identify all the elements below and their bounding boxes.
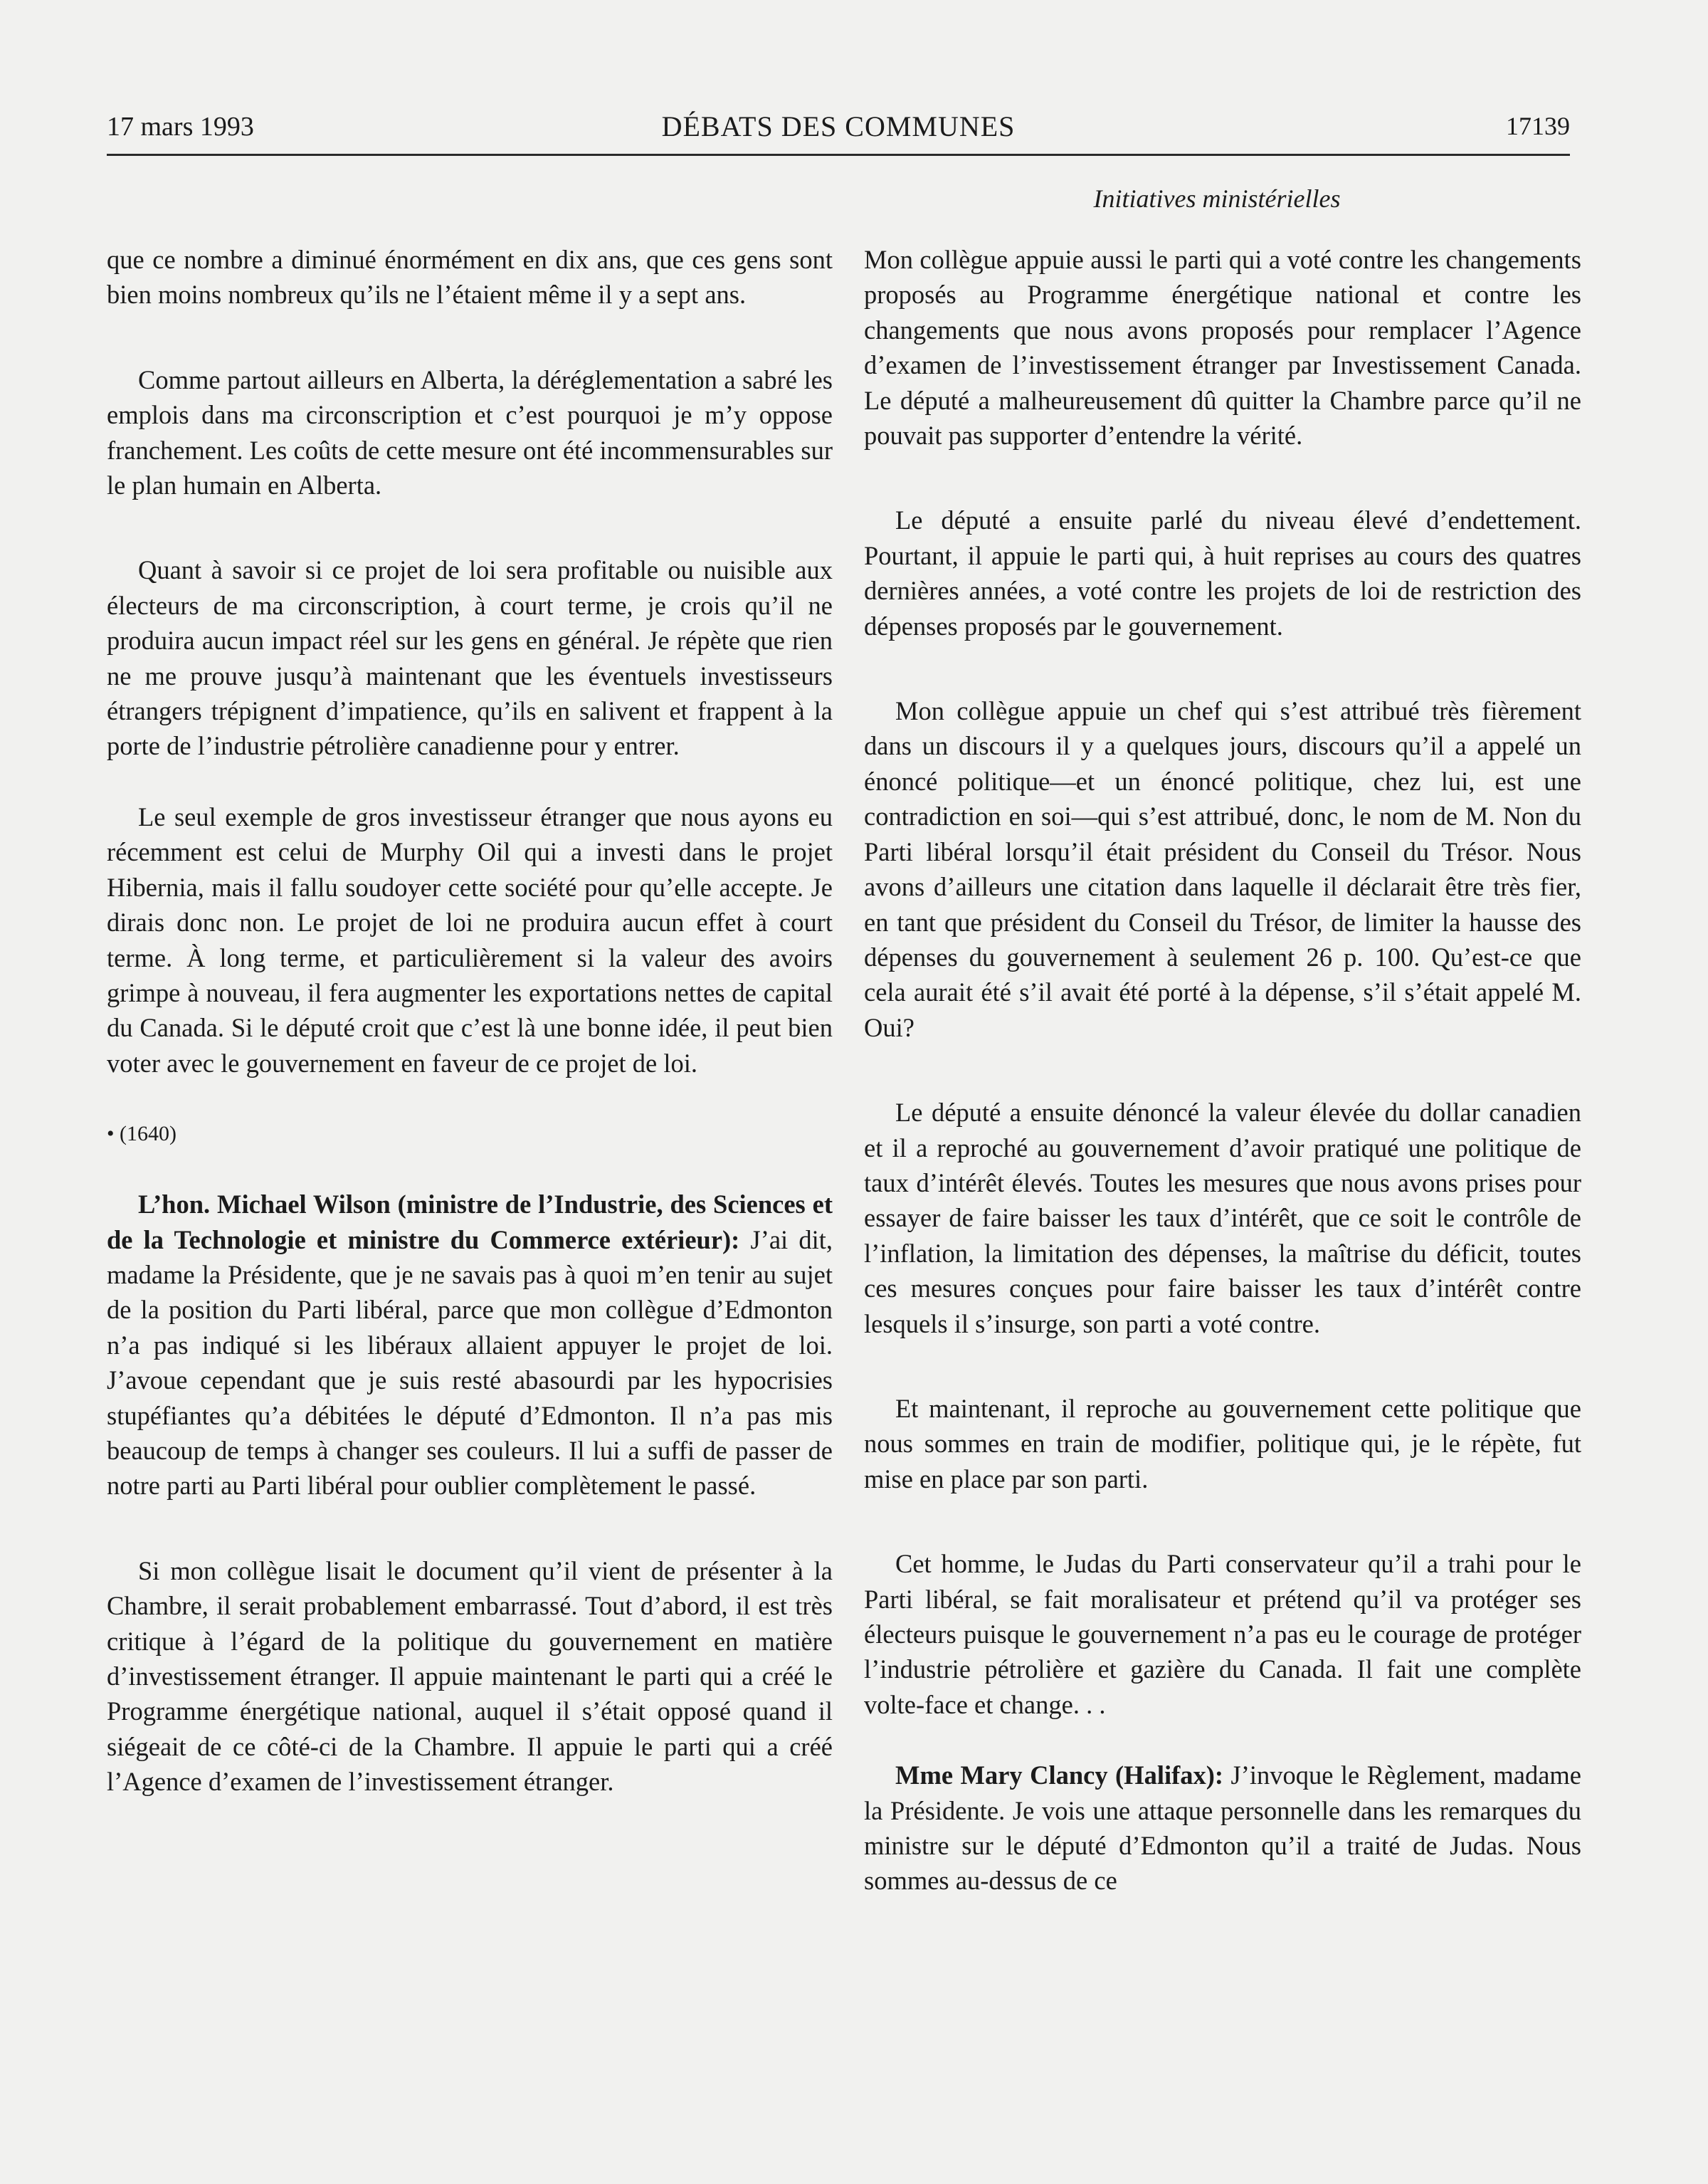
right-column (864, 242, 1581, 1899)
paragraph: Le député a ensuite parlé du niveau élevé d’endettement. Pourtant, il appuie le parti qui, à huit reprises au cours des quatres dernières années, a voté contre les projets de loi de restriction des dépenses proposés par le gouvernement. (864, 505, 1581, 641)
speech-text: J’invoque le Règlement, madame la Présidente. Je vois une attaque personnelle dans les remarques du ministre sur le député d’Edmonton qu’il a traité de Judas. Nous sommes au-dessus de ce (864, 1760, 1582, 1896)
paragraph: que ce nombre a diminué énormément en dix ans, que ces gens sont bien moins nombreux qu’ils ne l’étaient même il y a sept ans. (107, 245, 833, 310)
paragraph: Et maintenant, il reproche au gouvernement cette politique que nous sommes en train de modifier, politique qui, je le répète, fut mise en place par son parti. (864, 1393, 1581, 1493)
page-header (107, 111, 1570, 156)
speaker-name: L’hon. Michael Wilson (ministre de l’Industrie, des Sciences et de la Technologie et ministre du Commerce extérieur): (107, 1190, 833, 1254)
paragraph: Comme partout ailleurs en Alberta, la déréglementation a sabré les emplois dans ma circonscription et c’est pourquoi je m’y oppose franchement. Les coûts de cette mesure ont été incommensurables sur le plan humain en Alberta. (107, 364, 833, 500)
paragraph: Le député a ensuite dénoncé la valeur élevée du dollar canadien et il a reproché au gouvernement d’avoir pratiqué une politique de taux d’intérêt élevés. Toutes les mesures que nous avons prises pour essayer de faire baisser les taux d’intérêt, que ce soit le contrôle de l’inflation, la limitation des dépenses, la maîtrise du déficit, toutes ces mesures conçues pour faire baisser les taux d’intérêt contre lesquels il s’insurge, son parti a voté contre. (864, 1098, 1581, 1338)
paragraph-gap (107, 1081, 833, 1116)
paragraph: Cet homme, le Judas du Parti conservateur qu’il a trahi pour le Parti libéral, se fait moralisateur et prétend qu’il va protéger ses électeurs puisque le gouvernement n’a pas eu le courage de protéger l’industrie pétrolière et gazière du Canada. Il fait une complète volte-face et change. . . (864, 1549, 1581, 1719)
time-marker: • (1640) (107, 1122, 176, 1146)
speaker-name: Mme Mary Clancy (Halifax): (895, 1760, 1224, 1790)
paragraph: Le seul exemple de gros investisseur étranger que nous ayons eu récemment est celui de Murphy Oil qui a investi dans le projet Hibernia, mais il fallu soudoyer cette société pour qu’elle accepte. Je dirais donc non. Le projet de loi ne produira aucun effet à court terme. À long terme, et particulièrement si la valeur des avoirs grimpe à nouveau, il fera augmenter les exportations nettes de capital du Canada. Si le député croit que c’est là une bonne idée, il peut bien voter avec le gouvernement en faveur de ce projet de loi. (107, 802, 833, 1078)
page-number: 17139 (1506, 112, 1570, 140)
paragraph-gap (864, 1496, 1581, 1546)
paragraph: Mon collègue appuie aussi le parti qui a voté contre les changements proposés au Programme énergétique national et contre les changements que nous avons proposés pour remplacer l’Agence d’examen de l’investissement étranger par Investissement Canada. Le député a malheureusement dû quitter la Chambre parce qu’il ne pouvait pas supporter d’entendre la vérité. (864, 245, 1581, 451)
paragraph-gap (864, 1045, 1581, 1095)
paragraph-gap (864, 644, 1581, 693)
paragraph: Mon collègue appuie un chef qui s’est attribué très fièrement dans un discours il y a quelques jours, discours qu’il a appelé un énoncé politique—et un énoncé politique, chez lui, est une contradiction en soi—qui s’est attribué, donc, le nom de M. Non du Parti libéral lorsqu’il était président du Conseil du Trésor. Nous avons d’ailleurs une citation dans laquelle il déclarait être très fier, en tant que président du Conseil du Trésor, de limiter la hausse des dépenses du gouvernement à seulement 26 p. 100. Qu’est-ce que cela aurait été s’il avait été porté à la dépense, s’il s’était appelé M. Oui? (864, 696, 1581, 1042)
section-heading: Initiatives ministérielles (1093, 184, 1341, 213)
paragraph-gap (864, 453, 1581, 503)
paragraph-gap (864, 1341, 1581, 1391)
speech-paragraph (864, 1758, 1581, 1899)
speech-text: J’ai dit, madame la Présidente, que je ne savais pas à quoi m’en tenir au sujet de la position du Parti libéral, parce que mon collègue d’Edmonton n’a pas indiqué si les libéraux allaient appuyer le projet de loi. J’avoue cependant que je suis resté abasourdi par les hypocrisies stupéfiantes qu’a débitées le député d’Edmonton. Il n’a pas mis beaucoup de temps à changer ses couleurs. Il lui a suffi de passer de notre parti au Parti libéral pour oublier complètement le passé. (107, 1224, 833, 1501)
speech-paragraph (107, 1187, 833, 1503)
paragraph-gap (107, 1503, 833, 1553)
paragraph-gap (107, 313, 833, 362)
header-date: 17 mars 1993 (107, 112, 254, 142)
header-title: DÉBATS DES COMMUNES (661, 110, 1016, 142)
paragraph-gap (107, 1151, 833, 1187)
paragraph-gap (107, 503, 833, 552)
left-column (107, 242, 833, 1800)
paragraph-gap (107, 764, 833, 799)
paragraph-gap (864, 1722, 1581, 1758)
paragraph: Quant à savoir si ce projet de loi sera profitable ou nuisible aux électeurs de ma circonscription, à court terme, je crois qu’il ne produira aucun impact réel sur les gens en général. Je répète que rien ne me prouve jusqu’à maintenant que les éventuels investisseurs étrangers trépignent d’impatience, qu’ils en salivent et frappent à la porte de l’industrie pétrolière canadienne pour y entrer. (107, 555, 833, 761)
paragraph: Si mon collègue lisait le document qu’il vient de présenter à la Chambre, il serait probablement embarrassé. Tout d’abord, il est très critique à l’égard de la politique du gouvernement en matière d’investissement étranger. Il appuie maintenant le parti qui a créé le Programme énergétique national, auquel il s’était opposé quand il siégeait de ce côté-ci de la Chambre. Il appuie le parti qui a créé l’Agence d’examen de l’investissement étranger. (107, 1555, 833, 1797)
